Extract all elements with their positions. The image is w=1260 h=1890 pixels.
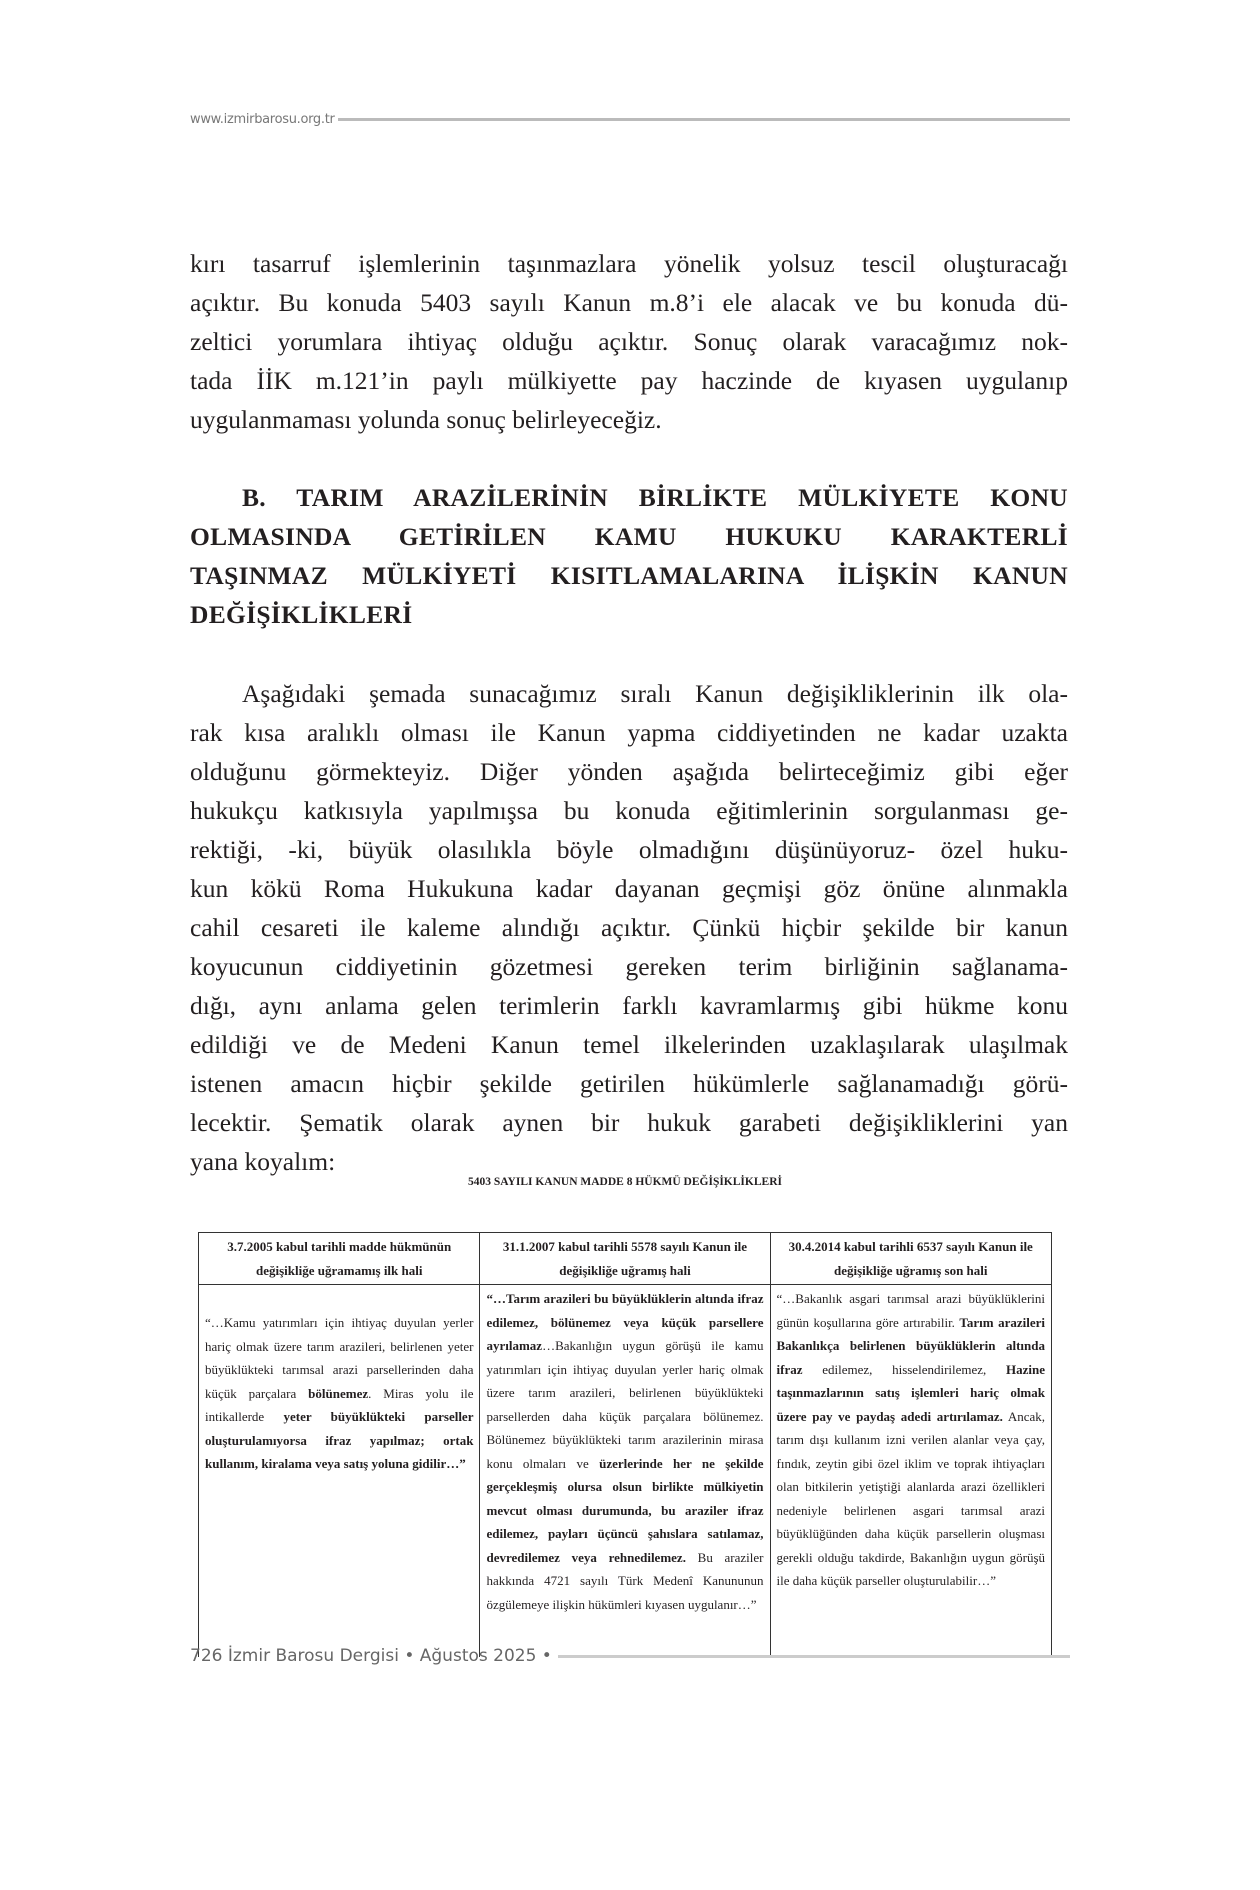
cell-text-segment: “…Tarım arazileri bu büyüklüklerin altında ifraz edilemez, bölünemez veya küçük parsellere ayrılamaz	[486, 1291, 764, 1353]
text-line: tada İİK m.121’in paylı mülkiyette pay haczinde de kıyasen uygulanıp	[190, 366, 1068, 395]
cell-text-segment: yeter büyüklükteki parseller oluşturulamıyorsa ifraz yapılmaz; ortak kullanım, kiralama veya satış yoluna gidilir…”	[205, 1409, 474, 1471]
page-header	[190, 112, 1070, 127]
cell-text-segment: . Miras yolu ile intikallerde	[205, 1385, 474, 1424]
text-line: hukukçu katkısıyla yapılmışsa bu konuda eğitimlerinin sorgulanması ge-	[190, 796, 1068, 825]
table-cell	[480, 1285, 770, 1658]
cell-text-segment: …Bakanlığın uygun görüşü ile kamu yatırımları için ihtiyaç duyulan yerler hariç olmak üzere tarım arazileri, belirlenen büyüklükteki parsellerden daha küçük parçalara bölünemez. Bölünemez büyüklükteki tarım arazilerinin mirasa konu olmaları ve	[486, 1338, 764, 1471]
footer-rule	[558, 1655, 1070, 1658]
text-line: rektiği, -ki, büyük olasılıkla böyle olmadığını düşünüyoruz- özel huku-	[190, 835, 1068, 864]
text-line: yana koyalım:	[190, 1147, 336, 1176]
text-line: cahil cesareti ile kaleme alındığı açıktır. Çünkü hiçbir şekilde bir kanun	[190, 913, 1068, 942]
cell-text-segment: Tarım arazileri Bakanlıkça belirlenen büyüklüklerin altında ifraz	[776, 1314, 1046, 1377]
text-line: edildiği ve de Medeni Kanun temel ilkelerinden uzaklaşılarak ulaşılmak	[190, 1030, 1068, 1059]
text-line: dığı, aynı anlama gelen terimlerin farklı kavramlarmış gibi hükme konu	[190, 991, 1068, 1020]
text-line: uygulanmaması yolunda sonuç belirleyeceğiz.	[190, 405, 662, 434]
paragraph-2	[190, 674, 1068, 1181]
cell-text-segment: üzerlerinde her ne şekilde gerçekleşmiş olursa olsun birlikte mülkiyetin mevcut olması durumunda, bu araziler ifraz edilemez, payları üçüncü şahıslara satılamaz, devredilemez veya rehnedilemez.	[486, 1455, 764, 1565]
text-line: kırı tasarruf işlemlerinin taşınmazlara yönelik yolsuz tescil oluşturacağı	[190, 249, 1068, 278]
text-line: DEĞİŞİKLİKLERİ	[190, 600, 413, 629]
text-line: lecektir. Şematik olarak aynen bir hukuk garabeti değişikliklerini yan	[190, 1108, 1068, 1137]
text-line: kun kökü Roma Hukukuna kadar dayanan geçmişi göz önüne alınmakla	[190, 874, 1068, 903]
table-cell	[770, 1285, 1052, 1658]
cell-text-segment: Bu araziler hakkında 4721 sayılı Türk Medenî Kanununun özgülemeye ilişkin hükümleri kıyasen uygulanır…”	[486, 1549, 764, 1612]
footer-text: 726 İzmir Barosu Dergisi • Ağustos 2025 •	[190, 1646, 552, 1666]
text-line: istenen amacın hiçbir şekilde getirilen hükümlerle sağlanamadığı görü-	[190, 1069, 1068, 1098]
comparison-table	[198, 1232, 1052, 1657]
paragraph-1	[190, 244, 1068, 439]
text-line: OLMASINDA GETİRİLEN KAMU HUKUKU KARAKTERLİ	[190, 522, 1068, 551]
text-line: koyucunun ciddiyetinin gözetmesi gereken terim birliğinin sağlanama-	[190, 952, 1068, 981]
header-rule	[338, 118, 1070, 121]
text-line: açıktır. Bu konuda 5403 sayılı Kanun m.8’i ele alacak ve bu konuda dü-	[190, 288, 1068, 317]
column-header: 3.7.2005 kabul tarihli madde hükmünün değişikliğe uğramamış ilk hali	[199, 1233, 480, 1285]
text-line: B. TARIM ARAZİLERİNİN BİRLİKTE MÜLKİYETE KONU	[242, 483, 1068, 512]
text-line: rak kısa aralıklı olması ile Kanun yapma ciddiyetinden ne kadar uzakta	[190, 718, 1068, 747]
cell-text-segment: edilemez, hisselendirilemez,	[822, 1361, 1007, 1377]
table-title: 5403 SAYILI KANUN MADDE 8 HÜKMÜ DEĞİŞİKLİKLERİ	[468, 1176, 782, 1188]
cell-text-segment: “…Kamu yatırımları için ihtiyaç duyulan yerler hariç olmak üzere tarım arazileri, belirlenen yeter büyüklükteki tarımsal arazi parsellerinden daha küçük parçalara	[205, 1315, 474, 1401]
section-heading	[190, 478, 1068, 634]
text-line: olduğunu görmekteyiz. Diğer yönden aşağıda belirteceğimiz gibi eğer	[190, 757, 1068, 786]
text-line: Aşağıdaki şemada sunacağımız sıralı Kanun değişikliklerinin ilk ola-	[242, 679, 1068, 708]
column-header: 31.1.2007 kabul tarihli 5578 sayılı Kanun ile değişikliğe uğramış hali	[480, 1233, 770, 1285]
cell-text-segment: Ancak, tarım dışı kullanım izni verilen alanlar veya çay, fındık, zeytin gibi özel iklim ve toprak ihtiyaçları olan bitkilerin yetiştiği alanlarda arazi özellikleri nedeniyle belirlenen asgari tarımsal arazi büyüklüğünden daha küçük parsellerin oluşması gerekli olduğu takdirde, Bakanlığın uygun görüşü ile daha küçük parseller oluşturulabilir…”	[776, 1408, 1045, 1588]
text-line: TAŞINMAZ MÜLKİYETİ KISITLAMALARINA İLİŞKİN KANUN	[190, 561, 1068, 590]
table-cell	[199, 1285, 480, 1658]
cell-text-segment: Hazine taşınmazlarının satış işlemleri hariç olmak üzere pay ve paydaş adedi artırılamaz.	[776, 1361, 1046, 1424]
cell-text-segment: bölünemez	[308, 1385, 369, 1401]
page-footer	[190, 1646, 1070, 1666]
table-header-row	[199, 1233, 1052, 1285]
header-url: www.izmirbarosu.org.tr	[190, 112, 335, 127]
column-header: 30.4.2014 kabul tarihli 6537 sayılı Kanun ile değişikliğe uğramış son hali	[770, 1233, 1052, 1285]
table-row	[199, 1285, 1052, 1658]
text-line: zeltici yorumlara ihtiyaç olduğu açıktır. Sonuç olarak varacağımız nok-	[190, 327, 1068, 356]
cell-text-segment: “…Bakanlık asgari tarımsal arazi büyüklüklerini günün koşullarına göre artırabilir.	[776, 1291, 1045, 1330]
